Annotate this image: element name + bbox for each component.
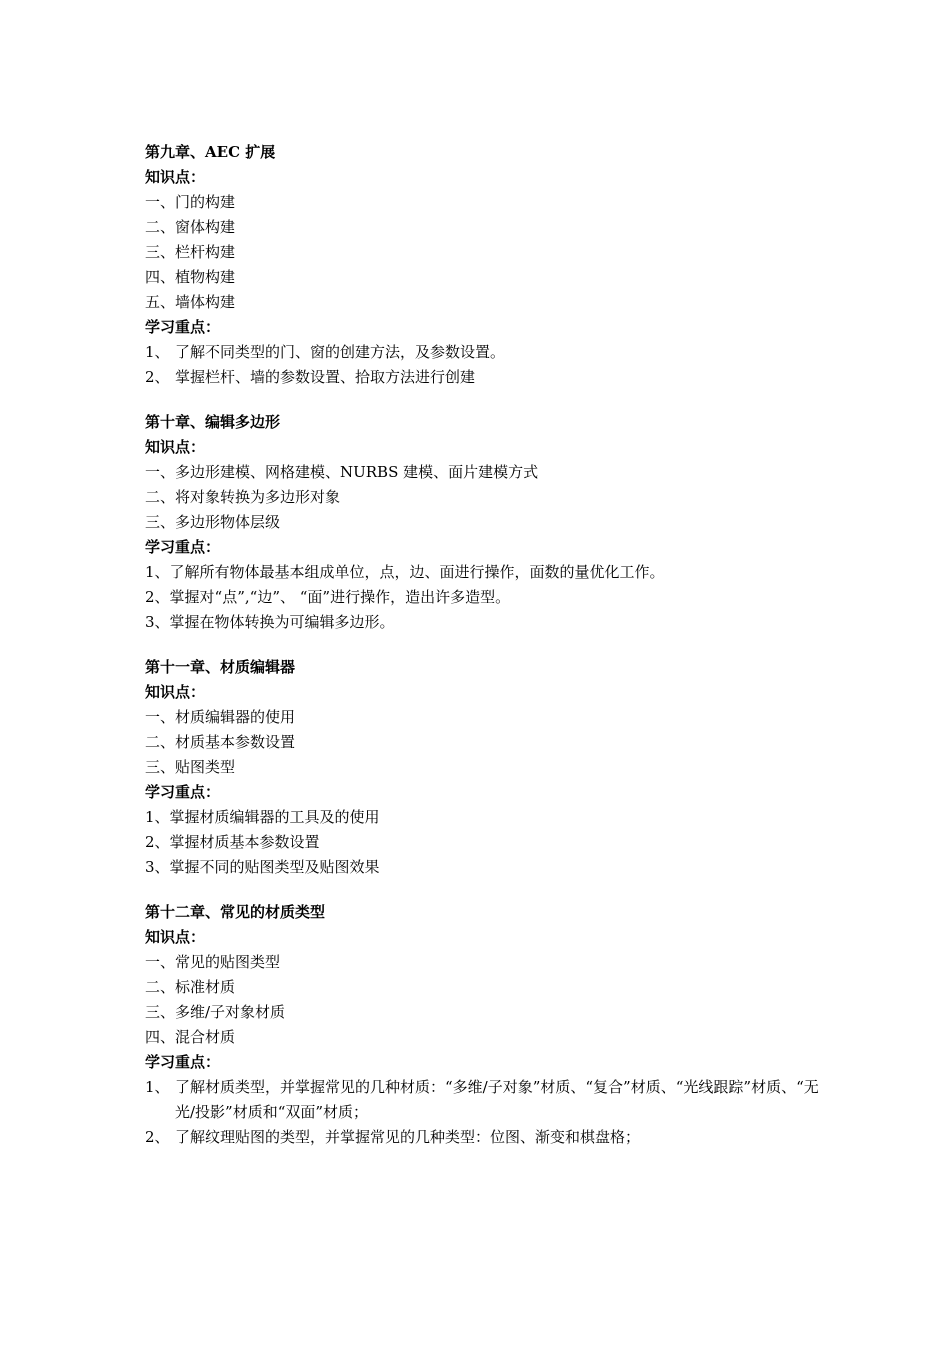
item-text: 了解材质类型，并掌握常见的几种材质：“多维/子对象”材质、“复合”材质、“光线跟踪”材质、“无光/投影”材质和“双面”材质；: [175, 1078, 819, 1121]
chapter-10: [145, 410, 825, 635]
study-focus-item: 2、掌握材质基本参数设置: [145, 833, 320, 851]
study-focus-label: 学习重点：: [145, 1053, 221, 1071]
chapter-title: 第十一章、材质编辑器: [145, 658, 296, 676]
knowledge-point-item: 五、墙体构建: [145, 293, 236, 311]
item-number: 1、: [145, 1078, 170, 1096]
knowledge-points-label: 知识点：: [145, 438, 206, 456]
knowledge-point-item: 三、贴图类型: [145, 758, 236, 776]
chapter-title: 第十章、编辑多边形: [145, 413, 281, 431]
study-focus-item: 1、了解所有物体最基本组成单位，点，边、面进行操作，面数的量优化工作。: [145, 563, 665, 581]
knowledge-point-item: 三、多边形物体层级: [145, 513, 281, 531]
study-focus-item: 3、掌握不同的贴图类型及贴图效果: [145, 858, 380, 876]
chapter-12: [145, 900, 825, 1150]
knowledge-point-item: 三、栏杆构建: [145, 243, 236, 261]
knowledge-point-item: 一、多边形建模、网格建模、NURBS 建模、面片建模方式: [145, 463, 539, 481]
item-text: 了解纹理贴图的类型，并掌握常见的几种类型：位图、渐变和棋盘格；: [175, 1128, 641, 1146]
study-focus-label: 学习重点：: [145, 318, 221, 336]
knowledge-point-item: 二、将对象转换为多边形对象: [145, 488, 341, 506]
knowledge-point-item: 二、材质基本参数设置: [145, 733, 296, 751]
item-number: 1、: [145, 343, 170, 361]
knowledge-point-item: 三、多维/子对象材质: [145, 1003, 286, 1021]
knowledge-point-item: 四、植物构建: [145, 268, 236, 286]
study-focus-item: [145, 365, 825, 390]
study-focus-label: 学习重点：: [145, 538, 221, 556]
knowledge-point-item: 二、窗体构建: [145, 218, 236, 236]
chapter-9: [145, 140, 825, 390]
knowledge-point-item: 一、常见的贴图类型: [145, 953, 281, 971]
knowledge-point-item: 二、标准材质: [145, 978, 236, 996]
knowledge-point-item: 一、材质编辑器的使用: [145, 708, 296, 726]
knowledge-points-label: 知识点：: [145, 168, 206, 186]
study-focus-item: [145, 340, 825, 365]
chapter-title: 第九章、AEC 扩展: [145, 143, 276, 161]
study-focus-item: 3、掌握在物体转换为可编辑多边形。: [145, 613, 395, 631]
document-page: [145, 140, 825, 1170]
study-focus-item: 2、掌握对“点”,“边”、 “面”进行操作，造出许多造型。: [145, 588, 511, 606]
chapter-11: [145, 655, 825, 880]
chapter-title: 第十二章、常见的材质类型: [145, 903, 326, 921]
study-focus-label: 学习重点：: [145, 783, 221, 801]
knowledge-points-label: 知识点：: [145, 683, 206, 701]
study-focus-item: 1、掌握材质编辑器的工具及的使用: [145, 808, 380, 826]
knowledge-points-label: 知识点：: [145, 928, 206, 946]
knowledge-point-item: 四、混合材质: [145, 1028, 236, 1046]
item-text: 了解不同类型的门、窗的创建方法，及参数设置。: [175, 343, 506, 361]
study-focus-item: [145, 1075, 825, 1125]
knowledge-point-item: 一、门的构建: [145, 193, 236, 211]
study-focus-item: [145, 1125, 825, 1150]
item-number: 2、: [145, 1128, 170, 1146]
item-text: 掌握栏杆、墙的参数设置、拾取方法进行创建: [175, 368, 476, 386]
item-number: 2、: [145, 368, 170, 386]
